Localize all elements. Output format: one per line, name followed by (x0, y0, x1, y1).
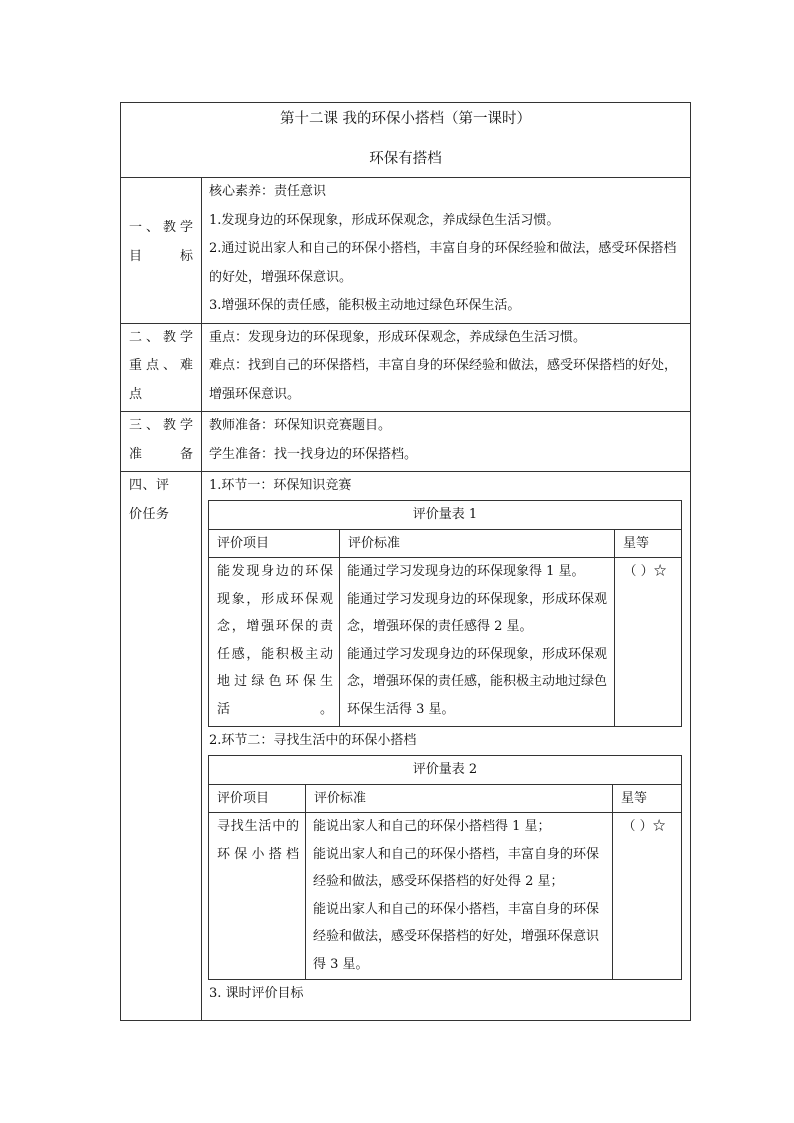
eval-content (202, 472, 691, 1021)
rubric-2-criterion: 能说出家人和自己的环保小搭档，丰富自身的环保经验和做法，感受环保搭档的好处，增强环保意识得 3 星。 (313, 901, 600, 972)
step1-heading: 1.环节一：环保知识竞赛 (209, 478, 352, 493)
goals-content (202, 178, 691, 324)
rubric-1-criterion: 能通过学习发现身边的环保现象，形成环保观念，增强环保的责任感，能积极主动地过绿色环保生活得 3 星。 (347, 646, 608, 717)
rubric-1-caption: 评价量表 1 (209, 501, 682, 530)
rubric-2-header-criteria: 评价标准 (306, 784, 613, 813)
focus-line: 重点：发现身边的环保现象，形成环保观念，养成绿色生活习惯。 (209, 329, 587, 345)
focus-label-cell (121, 323, 202, 412)
goals-label-cell (121, 178, 202, 324)
lesson-subtitle: 环保有搭档 (369, 151, 442, 167)
goals-label: 一、教学目标 (129, 220, 193, 264)
rubric-1-criterion: 能通过学习发现身边的环保现象得 1 星。 (347, 564, 585, 579)
rubric-2-header-stars: 星等 (613, 784, 682, 813)
title-cell (121, 103, 691, 178)
prep-content (202, 412, 691, 472)
rubric-1-header-stars: 星等 (615, 529, 682, 558)
focus-content (202, 323, 691, 412)
step3-heading: 3. 课时评价目标 (209, 986, 304, 1001)
prep-line: 学生准备：找一找身边的环保搭档。 (209, 446, 418, 462)
prep-line: 教师准备：环保知识竞赛题目。 (209, 418, 392, 433)
rubric-1-criteria (340, 558, 615, 727)
goals-line: 核心素养：责任意识 (209, 184, 327, 199)
lesson-plan-table (120, 102, 691, 1021)
rubric-1-header-item: 评价项目 (209, 529, 340, 558)
prep-label-cell (121, 412, 202, 472)
rubric-1-item: 能发现身边的环保现象，形成环保观念，增强环保的责任感，能积极主动地过绿色环保生活。 (209, 558, 340, 727)
rubric-1-star-rating[interactable]: （ ）☆ (615, 558, 682, 727)
rubric-2-header-item: 评价项目 (209, 784, 306, 813)
goals-line: 2.通过说出家人和自己的环保小搭档，丰富自身的环保经验和做法，感受环保搭档的好处，增强环保意识。 (209, 241, 677, 285)
rubric-table-2 (208, 755, 682, 980)
prep-label: 三、教学准备 (129, 418, 193, 462)
goals-line: 3.增强环保的责任感，能积极主动地过绿色环保生活。 (209, 298, 521, 313)
rubric-1-header-criteria: 评价标准 (340, 529, 615, 558)
rubric-2-caption: 评价量表 2 (209, 756, 682, 785)
rubric-table-1 (208, 500, 682, 727)
rubric-2-criterion: 能说出家人和自己的环保小搭档得 1 星； (313, 819, 551, 834)
eval-label-cell (121, 472, 202, 1021)
goals-line: 1.发现身边的环保现象，形成环保观念，养成绿色生活习惯。 (209, 212, 560, 228)
rubric-2-criterion: 能说出家人和自己的环保小搭档，丰富自身的环保经验和做法，感受环保搭档的好处得 2 星； (313, 846, 600, 889)
rubric-2-criteria (306, 813, 613, 980)
focus-line: 难点：找到自己的环保搭档，丰富自身的环保经验和做法，感受环保搭档的好处，增强环保意识。 (209, 358, 678, 402)
rubric-2-star-rating[interactable]: （ ）☆ (613, 813, 682, 980)
step2-heading: 2.环节二：寻找生活中的环保小搭档 (209, 733, 417, 748)
rubric-1-criterion: 能通过学习发现身边的环保现象，形成环保观念，增强环保的责任感得 2 星。 (347, 591, 608, 634)
lesson-title: 第十二课 我的环保小搭档（第一课时） (279, 111, 532, 127)
eval-label: 四、评价任务 (129, 478, 169, 522)
focus-label: 二、教学重点、难点 (129, 329, 193, 402)
rubric-2-item: 寻找生活中的环保小搭档 (209, 813, 306, 980)
